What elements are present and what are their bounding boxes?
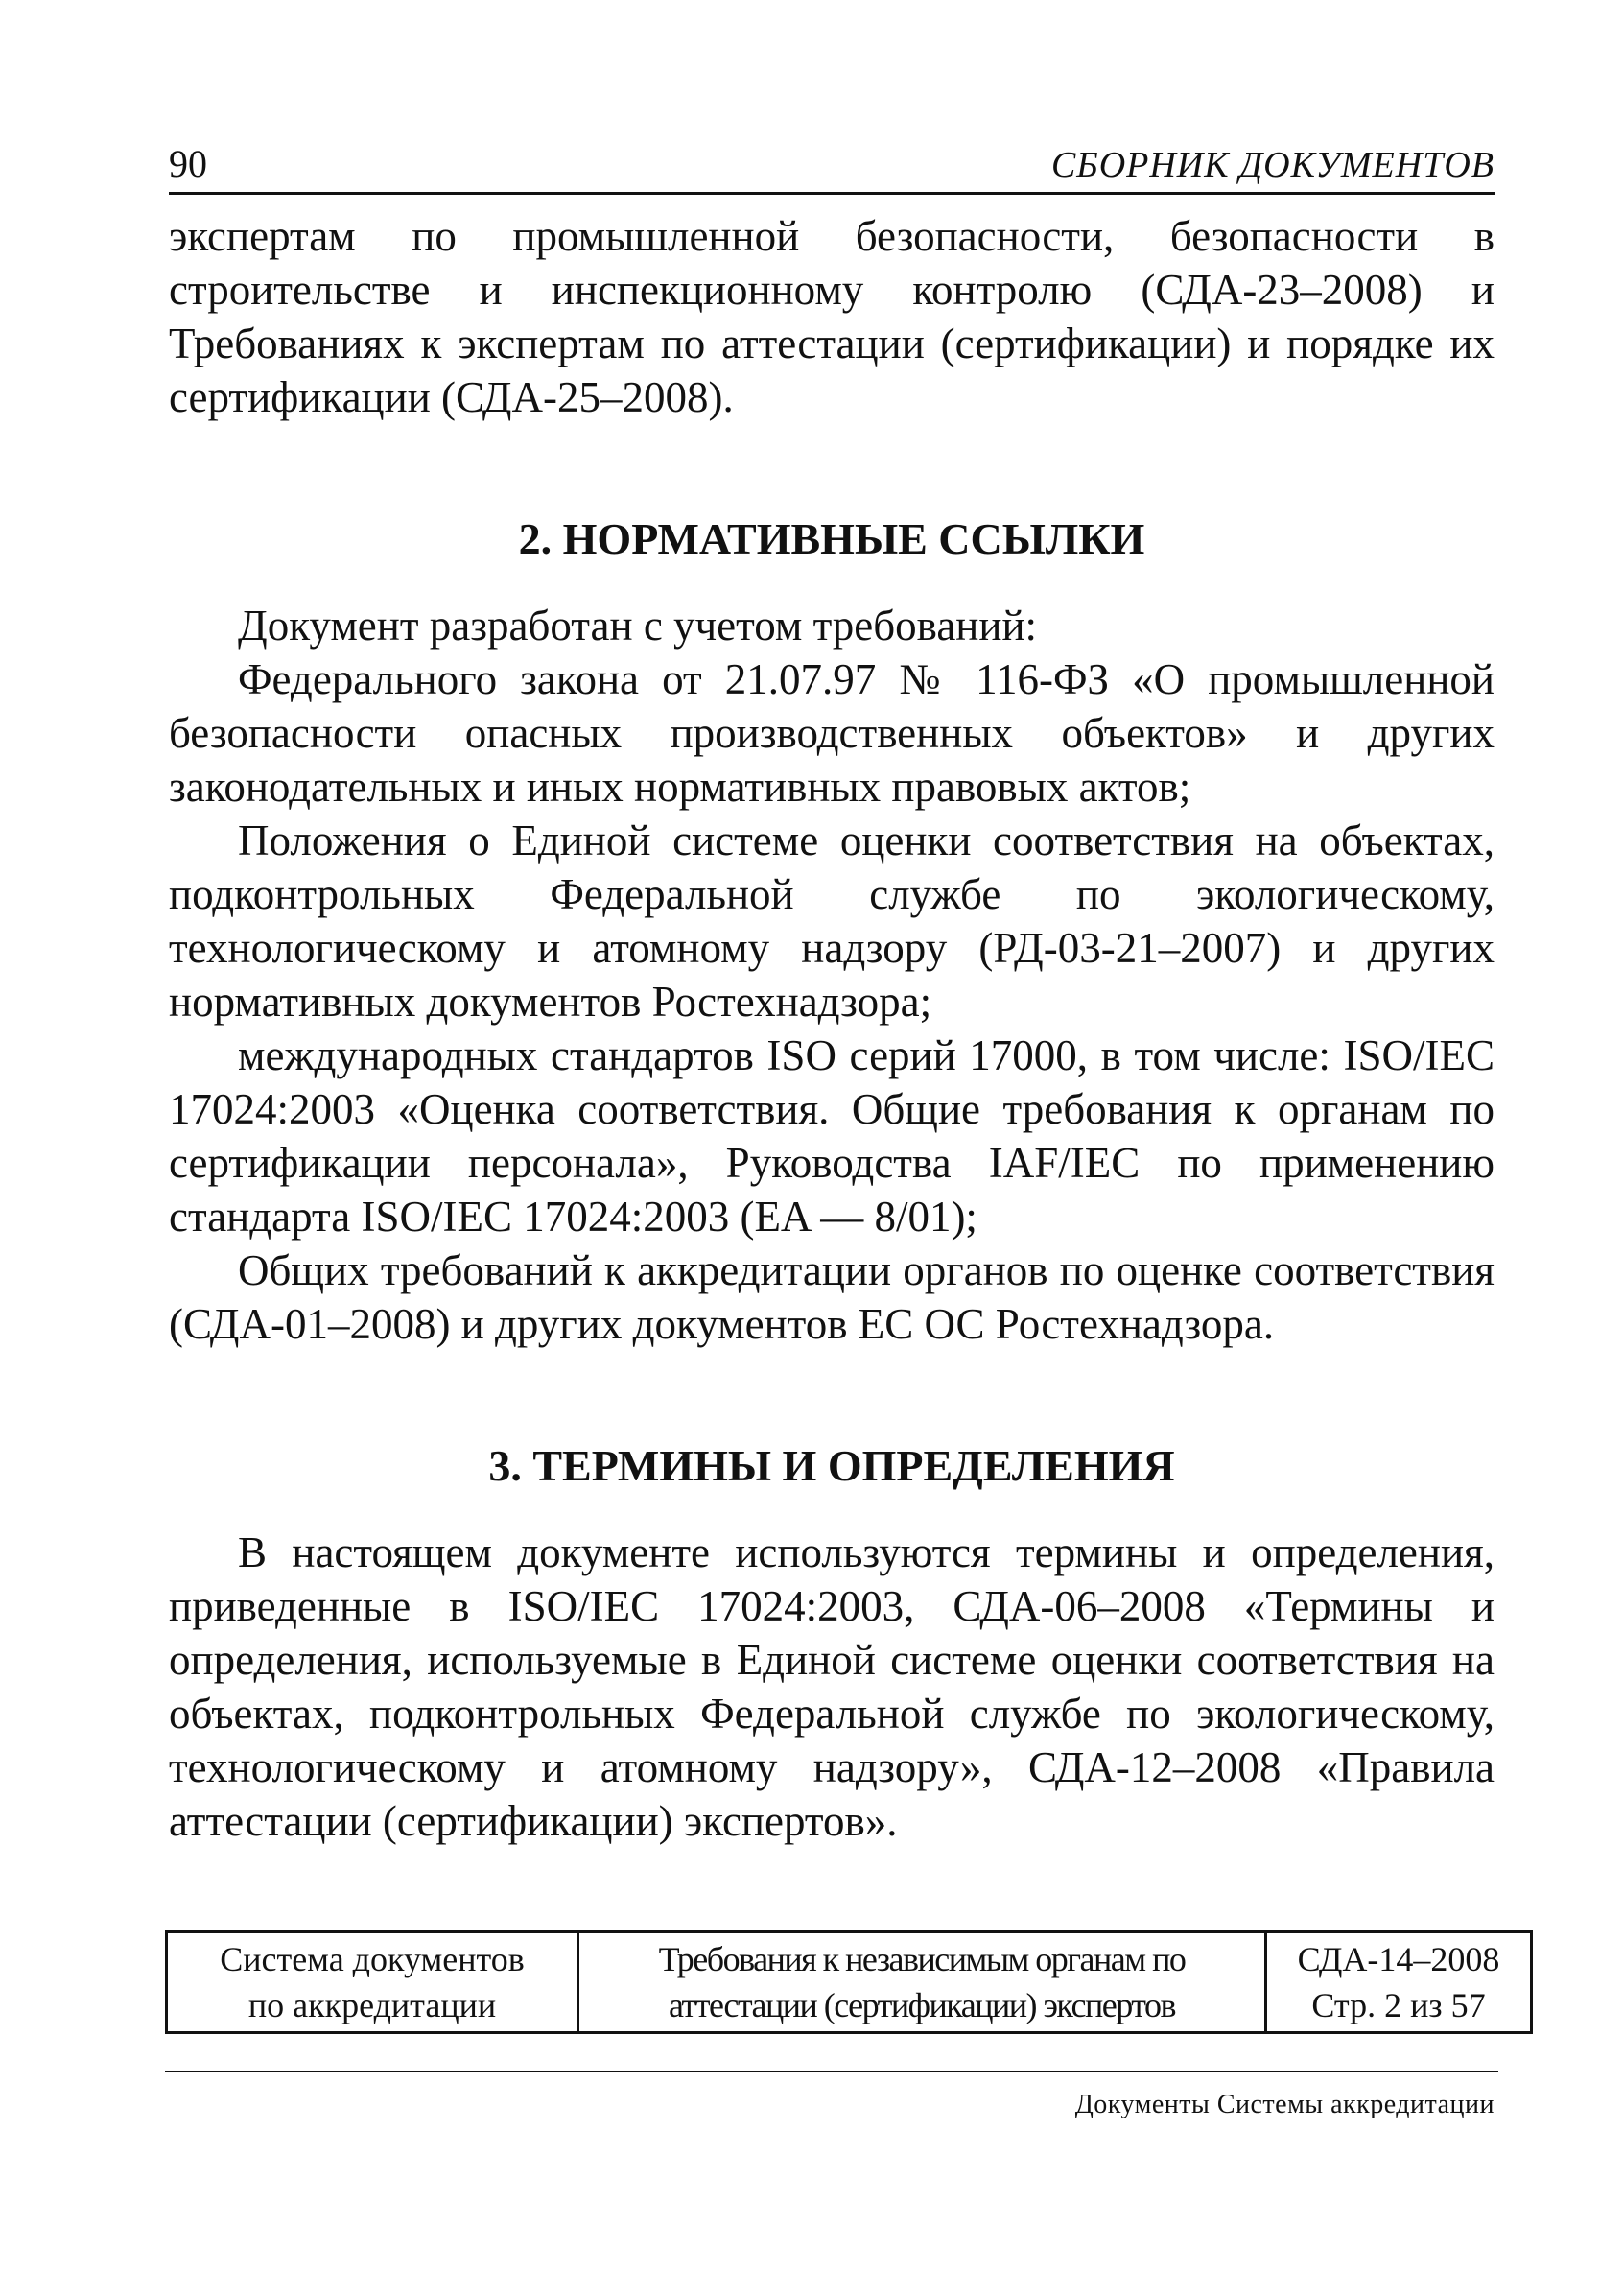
document-info-table bbox=[165, 1930, 1533, 2034]
page-count: Стр. 2 из 57 bbox=[1311, 1986, 1486, 2024]
page-number: 90 bbox=[169, 142, 207, 185]
section-2-paragraph: международных стандартов ISO серий 17000, в том числе: ISO/IEC 17024:2003 «Оценка соответствия. Общие требования к органам по сертификации персонала», Руководства IAF/IEC по применению стандарта ISO/IEC 17024:2003 (EA — 8/01); bbox=[169, 1031, 1495, 1241]
document-system-line: Система документов bbox=[220, 1940, 525, 1978]
section-2-paragraph: Документ разработан с учетом требований: bbox=[238, 602, 1038, 650]
intro-paragraph: экспертам по промышленной безопасности, безопасности в строительстве и инспекционному контролю (СДА-23–2008) и Требованиях к экспертам по аттестации (сертификации) и порядке их сертификации (СДА-25–2008). bbox=[169, 212, 1495, 421]
page-content bbox=[169, 209, 1495, 1848]
document-title-cell bbox=[578, 1932, 1266, 2033]
section-2-paragraph: Федерального закона от 21.07.97 № 116-ФЗ «О промышленной безопасности опасных производственных объектов» и других законодательных и иных нормативных правовых актов; bbox=[169, 655, 1495, 811]
document-system-line: по аккредитации bbox=[247, 1986, 497, 2024]
section-2-heading: 2. НОРМАТИВНЫЕ ССЫЛКИ bbox=[518, 514, 1145, 563]
document-title-line: аттестации (сертификации) экспертов bbox=[668, 1986, 1176, 2024]
document-code-cell bbox=[1266, 1932, 1532, 2033]
document-system-cell bbox=[167, 1932, 578, 2033]
section-3-heading: 3. ТЕРМИНЫ И ОПРЕДЕЛЕНИЯ bbox=[488, 1441, 1175, 1490]
page-header bbox=[169, 142, 1495, 195]
running-title: СБОРНИК ДОКУМЕНТОВ bbox=[1050, 145, 1495, 185]
footer-text: Документы Системы аккредитации bbox=[1074, 2090, 1495, 2119]
document-code: СДА-14–2008 bbox=[1297, 1940, 1500, 1978]
section-3-paragraph: В настоящем документе используются термины и определения, приведенные в ISO/IEC 17024:2003, СДА-06–2008 «Термины и определения, используемые в Единой системе оценки соответствия на объектах, подконтрольных Федеральной службе по экологическому, технологическому и атомному надзору», СДА-12–2008 «Правила аттестации (сертификации) экспертов». bbox=[169, 1528, 1495, 1845]
section-2-paragraph: Общих требований к аккредитации органов по оценке соответствия (СДА-01–2008) и других документов ЕС ОС Ростехнадзора. bbox=[169, 1246, 1495, 1348]
document-title-line: Требования к независимым органам по bbox=[658, 1940, 1186, 1978]
section-2-paragraph: Положения о Единой системе оценки соответствия на объектах, подконтрольных Федеральной службе по экологическому, технологическому и атомному надзору (РД-03-21–2007) и других нормативных документов Ростехнадзора; bbox=[169, 816, 1495, 1026]
footer-divider bbox=[165, 2071, 1498, 2072]
